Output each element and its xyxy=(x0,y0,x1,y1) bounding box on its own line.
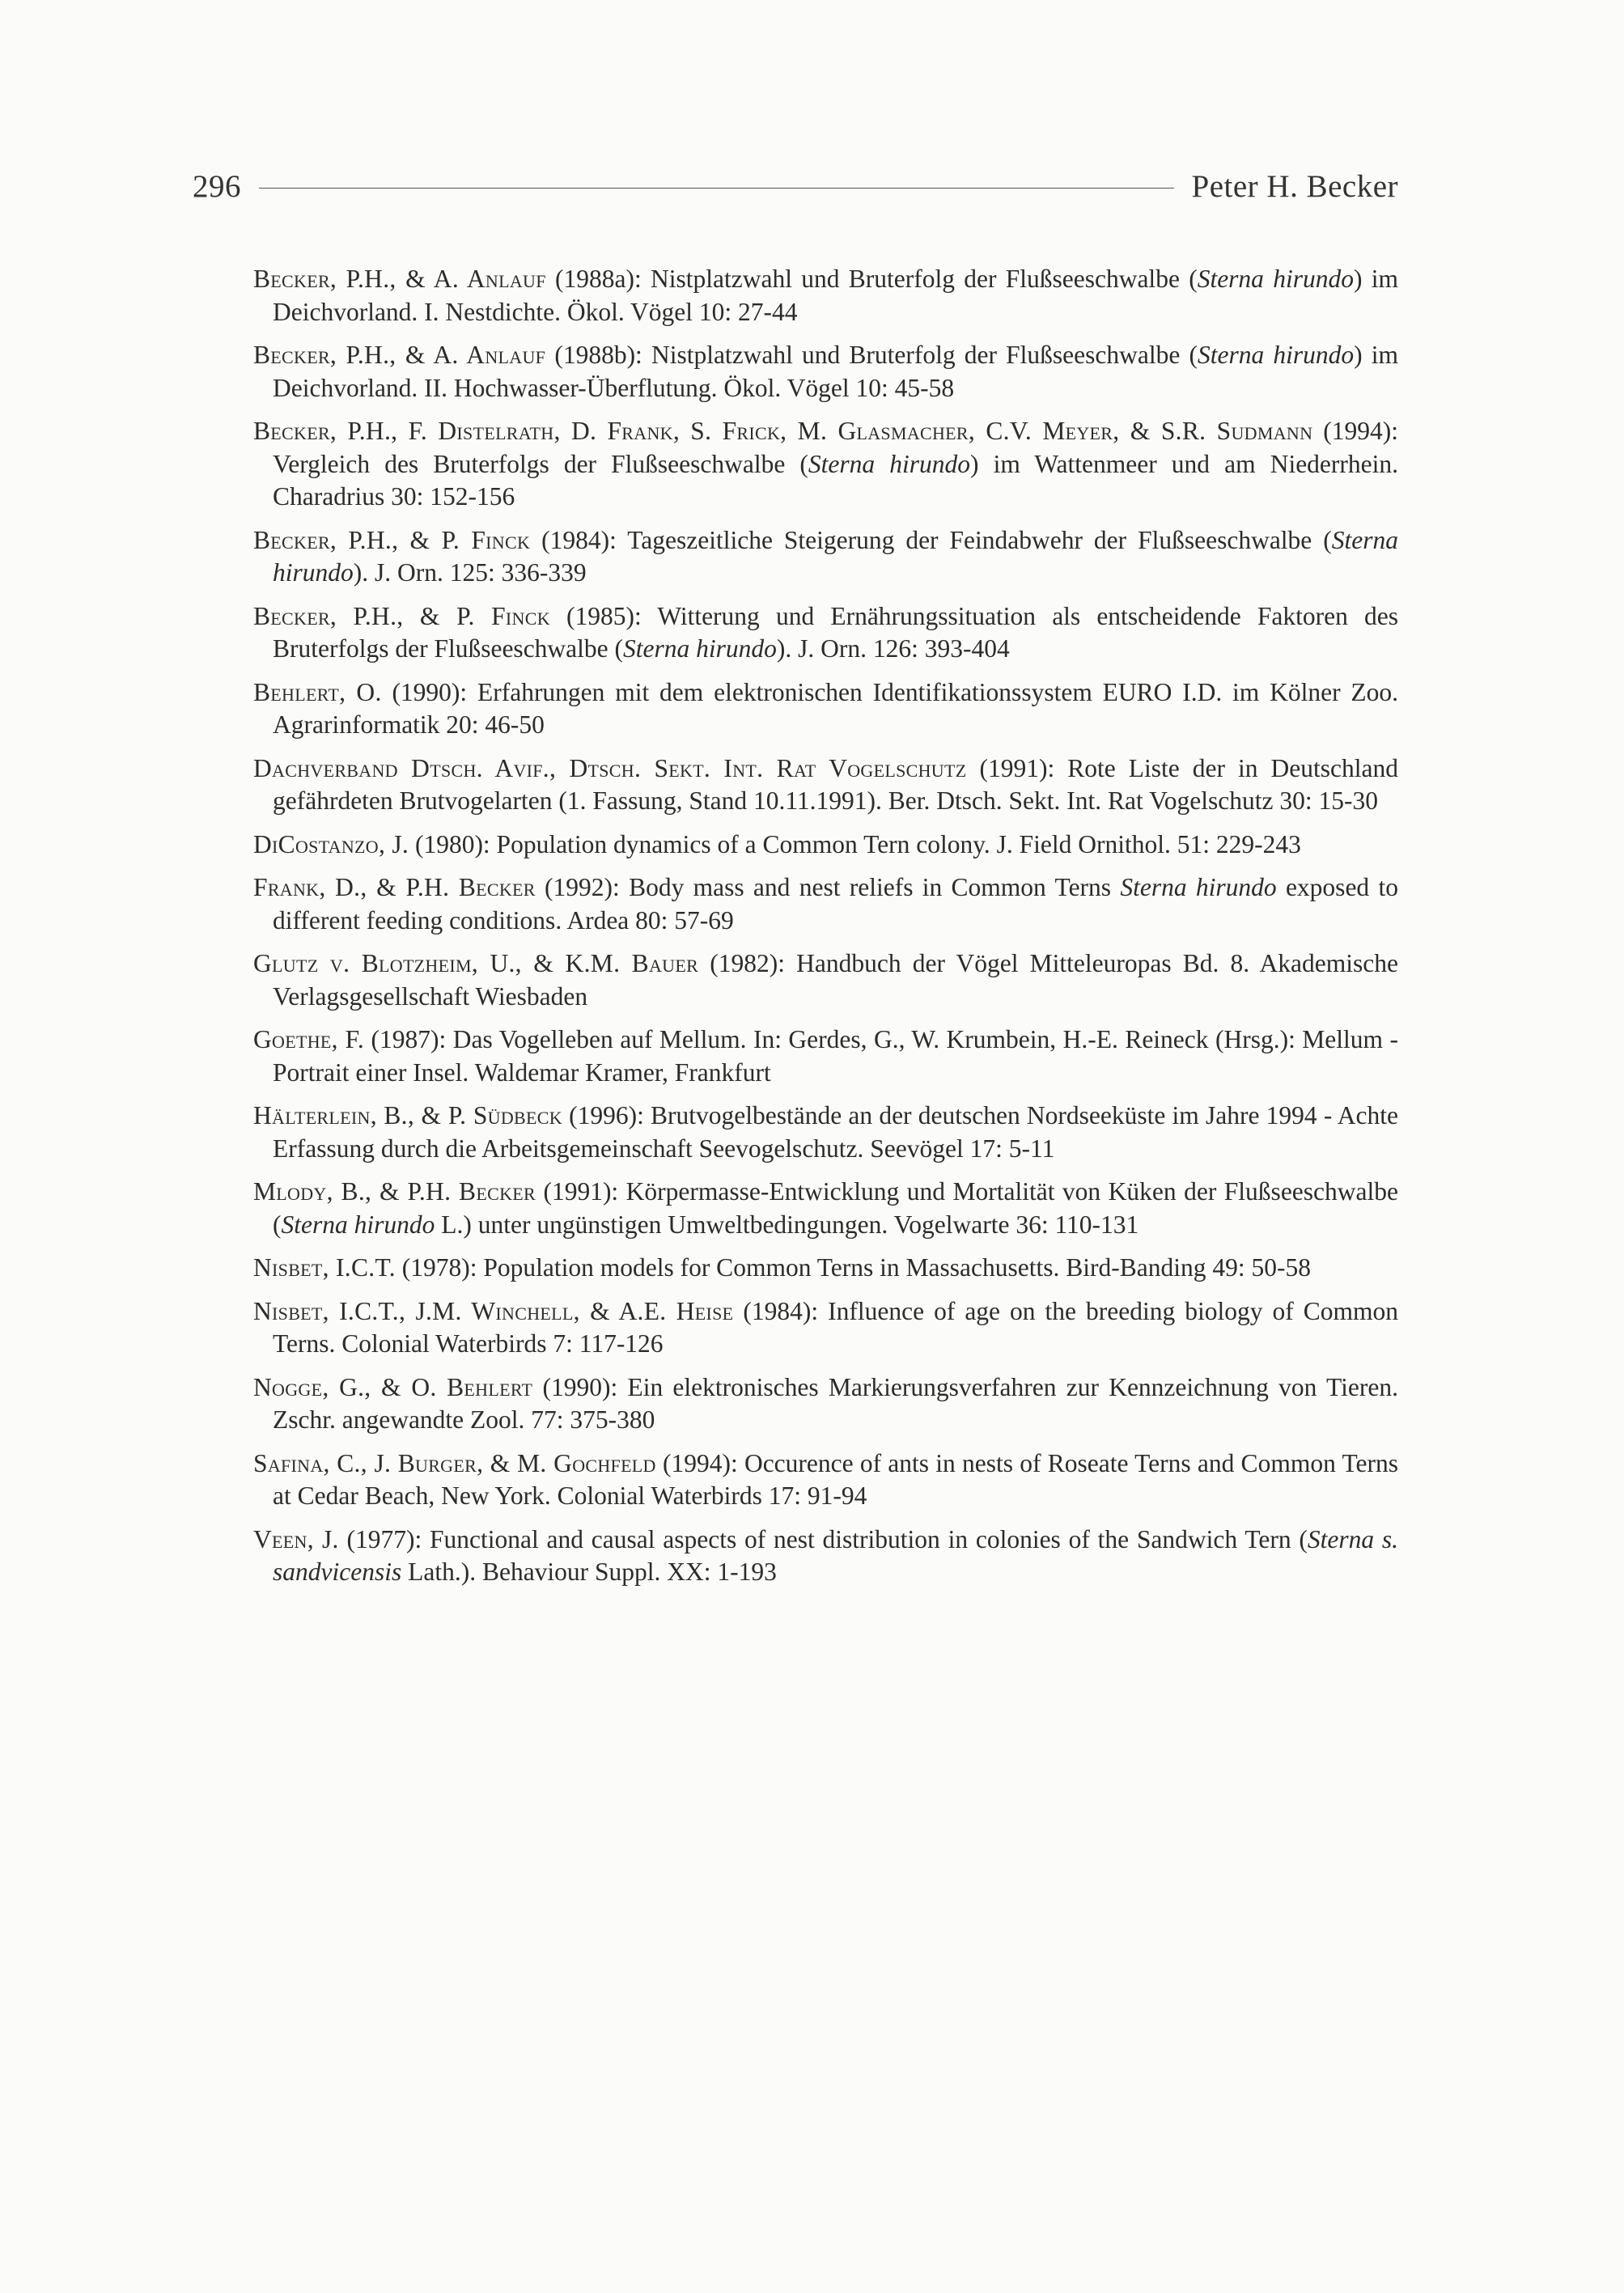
reference-text: (1982): Handbuch der Vögel Mitteleuropas Bd. 8. Akademische Verlagsgesellschaft Wiesbaden xyxy=(273,949,1398,1011)
reference-authors: DiCostanzo, J. xyxy=(253,829,409,858)
reference-authors: Nisbet, I.C.T. xyxy=(253,1253,396,1282)
reference-text: (1985): Witterung und Ernährungssituation als entscheidende Faktoren des Bruterfolgs der Flußseeschwalbe ( xyxy=(273,601,1399,663)
reference-entry xyxy=(253,415,1398,514)
species-name: Sterna s. sandvicensis xyxy=(273,1524,1399,1586)
reference-text: (1991): Körpermasse-Entwicklung und Mortalität von Küken der Flußseeschwalbe ( xyxy=(273,1177,1398,1239)
reference-text: (1988a): Nistplatzwahl und Bruterfolg der Flußseeschwalbe ( xyxy=(545,265,1198,293)
reference-authors: Becker, P.H., F. Distelrath, D. Frank, S. Frick, M. Glasmacher, C.V. Meyer, & S.R. Sudmann xyxy=(253,417,1313,445)
reference-text: (1990): Ein elektronisches Markierungsverfahren zur Kennzeichnung von Tieren. Zschr. angewandte Zool. 77: 375-380 xyxy=(273,1372,1398,1434)
reference-authors: Nogge, G., & O. Behlert xyxy=(253,1372,533,1401)
reference-entry xyxy=(253,1176,1398,1241)
reference-entry xyxy=(253,1100,1398,1165)
reference-text-end: ) im Deichvorland. II. Hochwasser-Überflutung. Ökol. Vögel 10: 45-58 xyxy=(273,341,1398,402)
species-name: Sterna hirundo xyxy=(1197,341,1355,369)
reference-text-end: Lath.). Behaviour Suppl. XX: 1-193 xyxy=(401,1558,777,1586)
reference-text-end: ) im Deichvorland. I. Nestdichte. Ökol. Vögel 10: 27-44 xyxy=(273,265,1398,326)
reference-text: (1996): Brutvogelbestände an der deutschen Nordseeküste im Jahre 1994 - Achte Erfassung durch die Arbeitsgemeinschaft Seevogelschutz. Seevögel 17: 5-11 xyxy=(273,1101,1398,1163)
species-name: Sterna hirundo xyxy=(273,525,1398,587)
reference-authors: Behlert, O. xyxy=(253,677,382,706)
reference-text: (1990): Erfahrungen mit dem elektronischen Identifikationssystem EURO I.D. im Kölner Zoo. Agrarinformatik 20: 46-50 xyxy=(273,677,1398,739)
reference-text: (1980): Population dynamics of a Common Tern colony. J. Field Ornithol. 51: 229-243 xyxy=(409,829,1301,858)
reference-text: (1988b): Nistplatzwahl und Bruterfolg der Flußseeschwalbe ( xyxy=(545,341,1198,369)
reference-authors: Becker, P.H., & A. Anlauf xyxy=(253,341,546,369)
reference-text: (1994): Occurence of ants in nests of Roseate Terns and Common Terns at Cedar Beach, New York. Colonial Waterbirds 17: 91-94 xyxy=(273,1448,1399,1510)
reference-entry xyxy=(253,1524,1398,1589)
reference-entry xyxy=(253,1024,1398,1089)
reference-authors: Becker, P.H., & A. Anlauf xyxy=(253,265,546,293)
reference-text-end: ). J. Orn. 125: 336-339 xyxy=(353,558,587,587)
reference-entry xyxy=(253,829,1398,862)
reference-entry xyxy=(253,1371,1398,1437)
reference-text-end: exposed to different feeding conditions. Ardea 80: 57-69 xyxy=(273,873,1398,935)
header-rule xyxy=(259,188,1174,189)
reference-entry xyxy=(253,752,1398,818)
reference-authors: Frank, D., & P.H. Becker xyxy=(253,873,536,901)
page-header xyxy=(193,162,1398,210)
page-number: 296 xyxy=(193,168,241,204)
reference-authors: Glutz v. Blotzheim, U., & K.M. Bauer xyxy=(253,949,699,977)
species-name: Sterna hirundo xyxy=(623,634,777,663)
reference-authors: Safina, C., J. Burger, & M. Gochfeld xyxy=(253,1448,656,1477)
reference-text-end: ). J. Orn. 126: 393-404 xyxy=(776,634,1010,663)
reference-authors: Veen, J. xyxy=(253,1524,339,1553)
species-name: Sterna hirundo xyxy=(1120,873,1277,901)
reference-authors: Nisbet, I.C.T., J.M. Winchell, & A.E. Heise xyxy=(253,1296,734,1325)
reference-authors: Hälterlein, B., & P. Südbeck xyxy=(253,1101,562,1130)
reference-entry xyxy=(253,263,1398,328)
reference-text-end: L.) unter ungünstigen Umweltbedingungen. Vogelwarte 36: 110-131 xyxy=(435,1210,1139,1239)
reference-text: (1984): Tageszeitliche Steigerung der Feindabwehr der Flußseeschwalbe ( xyxy=(530,525,1332,554)
reference-authors: Mlody, B., & P.H. Becker xyxy=(253,1177,536,1206)
species-name: Sterna hirundo xyxy=(808,449,970,478)
reference-text: (1992): Body mass and nest reliefs in Common Terns xyxy=(535,873,1121,901)
reference-text: (1987): Das Vogelleben auf Mellum. In: Gerdes, G., W. Krumbein, H.-E. Reineck (Hrsg.): Mellum - Portrait einer Insel. Waldemar Kramer, Frankfurt xyxy=(273,1025,1399,1087)
reference-text: (1994): Vergleich des Bruterfolgs der Flußseeschwalbe ( xyxy=(273,417,1399,478)
reference-text: (1977): Functional and causal aspects of nest distribution in colonies of the Sandwich Tern ( xyxy=(338,1524,1308,1553)
species-name: Sterna hirundo xyxy=(1197,265,1354,293)
reference-entry xyxy=(253,524,1398,590)
reference-entry xyxy=(253,339,1398,405)
reference-authors: Goethe, F. xyxy=(253,1025,365,1053)
reference-text-end: ) im Wattenmeer und am Niederrhein. Charadrius 30: 152-156 xyxy=(273,449,1398,511)
reference-entry xyxy=(253,676,1398,742)
reference-authors: Dachverband Dtsch. Avif., Dtsch. Sekt. Int. Rat Vogelschutz xyxy=(253,753,967,782)
reference-entry xyxy=(253,1295,1398,1361)
reference-text: (1984): Influence of age on the breeding biology of Common Terns. Colonial Waterbirds 7: 117-126 xyxy=(273,1296,1398,1358)
reference-entry xyxy=(253,1252,1398,1285)
reference-authors: Becker, P.H., & P. Finck xyxy=(253,601,550,630)
species-name: Sterna hirundo xyxy=(281,1210,435,1239)
reference-entry xyxy=(253,871,1398,937)
reference-entry xyxy=(253,600,1398,666)
reference-entry xyxy=(253,1447,1398,1513)
reference-text: (1978): Population models for Common Terns in Massachusetts. Bird-Banding 49: 50-58 xyxy=(395,1253,1311,1282)
running-head: Peter H. Becker xyxy=(1191,168,1398,204)
reference-text: (1991): Rote Liste der in Deutschland gefährdeten Brutvogelarten (1. Fassung, Stand 10.11.1991). Ber. Dtsch. Sekt. Int. Rat Vogelschutz 30: 15-30 xyxy=(273,753,1398,815)
reference-entry xyxy=(253,947,1398,1013)
reference-list xyxy=(253,263,1398,1600)
reference-authors: Becker, P.H., & P. Finck xyxy=(253,525,531,554)
